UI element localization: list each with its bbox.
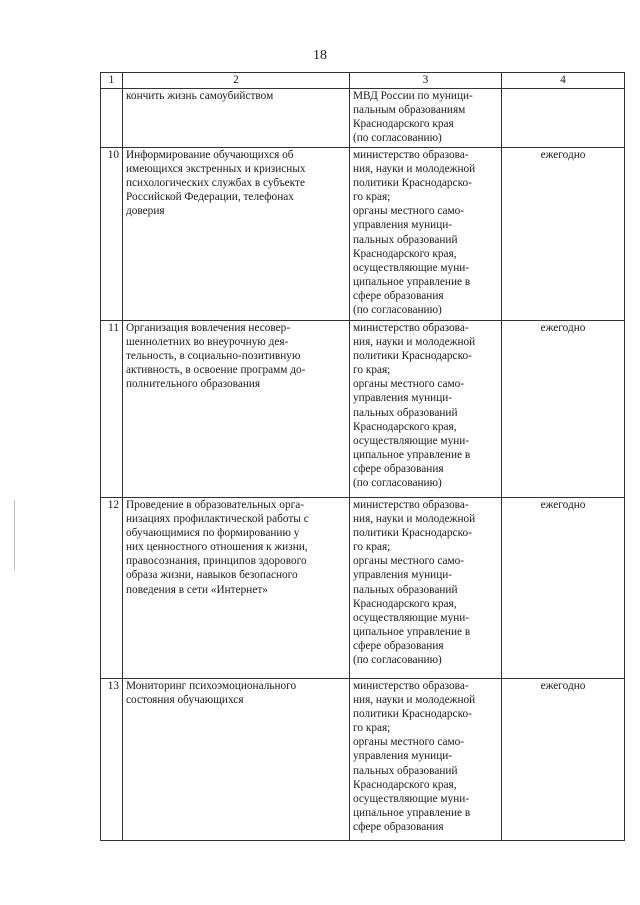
responsible-text-line: министерство образова- — [353, 680, 469, 692]
row-number: 10 — [101, 148, 123, 321]
execution-term: ежегодно — [502, 679, 625, 841]
event-text-line: образа жизни, навыков безопасного — [126, 569, 298, 582]
event-text-line: шеннолетних во внеурочную дея- — [126, 336, 289, 349]
responsible-text-line: осуществляющие муни- — [353, 434, 470, 447]
execution-term: ежегодно — [502, 148, 625, 321]
responsible-text-line: пальных образований — [353, 233, 458, 246]
table-header-row — [101, 73, 625, 89]
responsible-text-line: осуществляющие муни- — [353, 792, 470, 805]
responsible-parties — [350, 498, 502, 679]
event-text-line: имеющихся экстренных и кризисных — [126, 163, 306, 176]
responsible-text-line: Краснодарского края, — [353, 420, 457, 433]
event-description — [123, 321, 350, 498]
row-number: 13 — [101, 679, 123, 841]
table-row — [101, 321, 625, 498]
table-row — [101, 148, 625, 321]
event-text-line: Организация вовлечения несовер- — [126, 322, 291, 334]
responsible-text-line: ния, науки и молодежной — [353, 336, 476, 349]
row-number: 11 — [101, 321, 123, 498]
event-text-line: Информирование обучающихся об — [126, 149, 294, 161]
responsible-text-line: пальных образований — [353, 764, 458, 777]
responsible-parties — [350, 679, 502, 841]
event-description — [123, 148, 350, 321]
responsible-text-line: Краснодарского края, — [353, 597, 457, 610]
responsible-parties — [350, 89, 502, 148]
execution-term: ежегодно — [502, 498, 625, 679]
responsible-text-line: органы местного само- — [353, 205, 465, 218]
responsible-text-line: ния, науки и молодежной — [353, 513, 476, 526]
responsible-text-line: политики Краснодарско- — [353, 527, 472, 540]
table-row — [101, 498, 625, 679]
responsible-text-line: (по согласованию) — [353, 654, 442, 667]
event-text-line: кончить жизнь самоубийством — [126, 90, 274, 102]
event-text-line: доверия — [126, 205, 165, 218]
responsible-text-line: министерство образова- — [353, 499, 469, 511]
responsible-text-line: пальных образований — [353, 406, 458, 419]
plan-table — [100, 72, 625, 841]
header-col-responsible: 3 — [350, 73, 502, 89]
responsible-text-line: осуществляющие муни- — [353, 611, 470, 624]
header-col-term: 4 — [502, 73, 625, 89]
responsible-text-line: министерство образова- — [353, 322, 469, 334]
responsible-text-line: (по согласованию) — [353, 304, 442, 317]
scan-artifact — [14, 500, 15, 570]
responsible-text-line: органы местного само- — [353, 736, 465, 749]
responsible-text-line: Краснодарского края, — [353, 247, 457, 260]
event-text-line: состояния обучающихся — [126, 694, 244, 707]
event-text-line: Проведение в образовательных орга- — [126, 499, 305, 511]
responsible-text-line: ципальное управление в — [353, 275, 471, 288]
responsible-text-line: го края; — [353, 541, 391, 554]
responsible-text-line: ципальное управление в — [353, 625, 471, 638]
responsible-text-line: сфере образования — [353, 289, 444, 302]
responsible-text-line: ния, науки и молодежной — [353, 694, 476, 707]
page-number: 18 — [313, 48, 327, 63]
responsible-text-line: го края; — [353, 191, 391, 204]
responsible-parties — [350, 321, 502, 498]
event-text-line: низациях профилактической работы с — [126, 513, 309, 526]
responsible-text-line: органы местного само- — [353, 378, 465, 391]
responsible-text-line: политики Краснодарско- — [353, 177, 472, 190]
event-text-line: обучающимися по формированию у — [126, 527, 300, 540]
responsible-text-line: управления муници- — [353, 569, 453, 582]
event-description — [123, 498, 350, 679]
event-text-line: психологических службах в субъекте — [126, 177, 305, 190]
responsible-text-line: го края; — [353, 722, 391, 735]
table-row — [101, 679, 625, 841]
event-text-line: тельность, в социально-позитивную — [126, 350, 301, 363]
event-text-line: Российской Федерации, телефонах — [126, 191, 294, 204]
responsible-text-line: Краснодарского края — [353, 118, 454, 131]
header-col-number: 1 — [101, 73, 123, 89]
responsible-text-line: го края; — [353, 364, 391, 377]
table-row — [101, 89, 625, 148]
responsible-text-line: сфере образования — [353, 462, 444, 475]
event-text-line: поведения в сети «Интернет» — [126, 583, 268, 596]
table-body — [101, 89, 625, 841]
row-number: 12 — [101, 498, 123, 679]
responsible-text-line: органы местного само- — [353, 555, 465, 568]
responsible-text-line: пальным образованиям — [353, 104, 466, 117]
responsible-text-line: пальных образований — [353, 583, 458, 596]
responsible-text-line: управления муници- — [353, 392, 453, 405]
header-col-event: 2 — [123, 73, 350, 89]
row-number — [101, 89, 123, 148]
responsible-text-line: управления муници- — [353, 219, 453, 232]
responsible-text-line: политики Краснодарско- — [353, 708, 472, 721]
responsible-text-line: сфере образования — [353, 820, 444, 833]
responsible-text-line: ния, науки и молодежной — [353, 163, 476, 176]
responsible-text-line: (по согласованию) — [353, 132, 442, 145]
responsible-text-line: ципальное управление в — [353, 448, 471, 461]
responsible-parties — [350, 148, 502, 321]
responsible-text-line: МВД России по муници- — [353, 90, 473, 102]
responsible-text-line: сфере образования — [353, 639, 444, 652]
event-text-line: полнительного образования — [126, 378, 261, 391]
responsible-text-line: ципальное управление в — [353, 806, 471, 819]
event-description — [123, 89, 350, 148]
responsible-text-line: министерство образова- — [353, 149, 469, 161]
event-text-line: них ценностного отношения к жизни, — [126, 541, 308, 554]
event-description — [123, 679, 350, 841]
execution-term — [502, 89, 625, 148]
execution-term: ежегодно — [502, 321, 625, 498]
event-text-line: правосознания, принципов здорового — [126, 555, 307, 568]
responsible-text-line: осуществляющие муни- — [353, 261, 470, 274]
responsible-text-line: Краснодарского края, — [353, 778, 457, 791]
event-text-line: активность, в освоение программ до- — [126, 364, 306, 377]
responsible-text-line: политики Краснодарско- — [353, 350, 472, 363]
event-text-line: Мониторинг психоэмоционального — [126, 680, 297, 692]
responsible-text-line: (по согласованию) — [353, 477, 442, 490]
responsible-text-line: управления муници- — [353, 750, 453, 763]
